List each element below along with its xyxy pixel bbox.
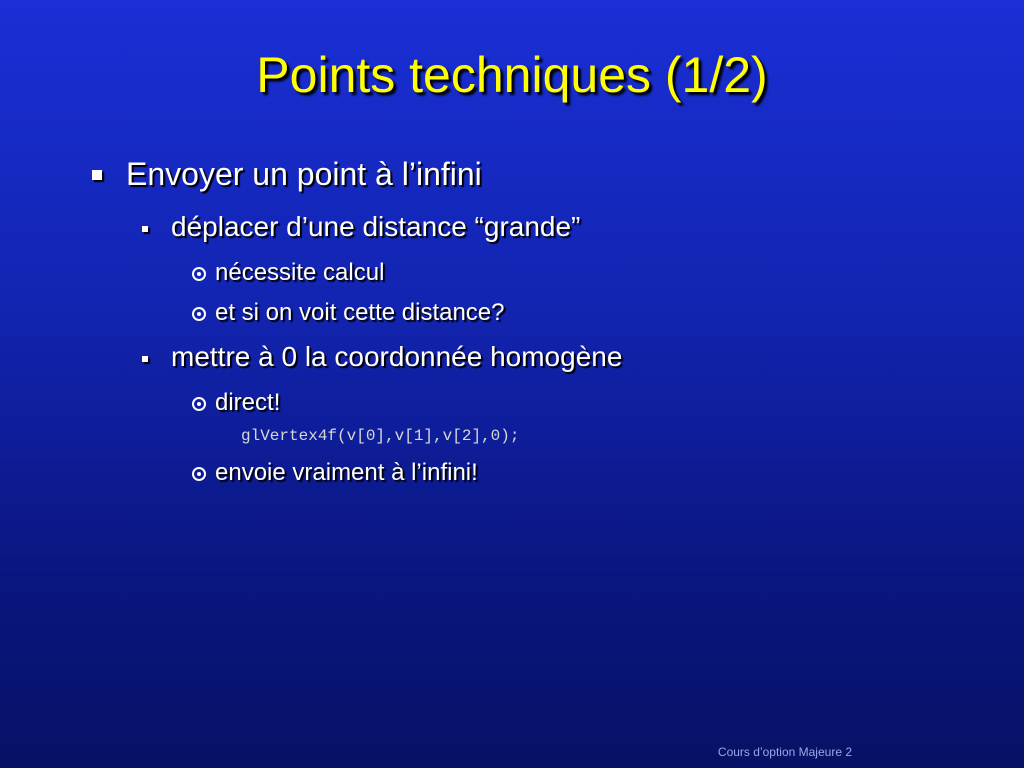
- bullet-level3-needs-computation: nécessite calcul: [215, 259, 385, 286]
- code-snippet: glVertex4f(v[0],v[1],v[2],0);: [241, 427, 520, 445]
- slide-footer: Cours d’option Majeure 2: [717, 745, 852, 759]
- circle-dot-bullet-icon: [192, 267, 206, 281]
- circle-dot-bullet-icon: [192, 397, 206, 411]
- circle-dot-bullet-icon: [192, 467, 206, 481]
- bullet-level2-homogeneous-zero: mettre à 0 la coordonnée homogène: [171, 341, 623, 372]
- bullet-level3-direct: direct!: [215, 389, 281, 416]
- square-bullet-icon: [142, 356, 148, 362]
- bullet-level3-see-distance: et si on voit cette distance?: [215, 299, 505, 326]
- slide-title: Points techniques (1/2): [256, 47, 768, 103]
- bullet-level1-send-point: Envoyer un point à l’infini: [126, 156, 482, 192]
- square-bullet-icon: [142, 226, 148, 232]
- circle-dot-bullet-icon: [192, 307, 206, 321]
- bullet-level3-truly-infinite: envoie vraiment à l’infini!: [215, 459, 478, 486]
- square-bullet-icon: [92, 170, 102, 180]
- bullet-level2-move-distance: déplacer d’une distance “grande”: [171, 211, 581, 242]
